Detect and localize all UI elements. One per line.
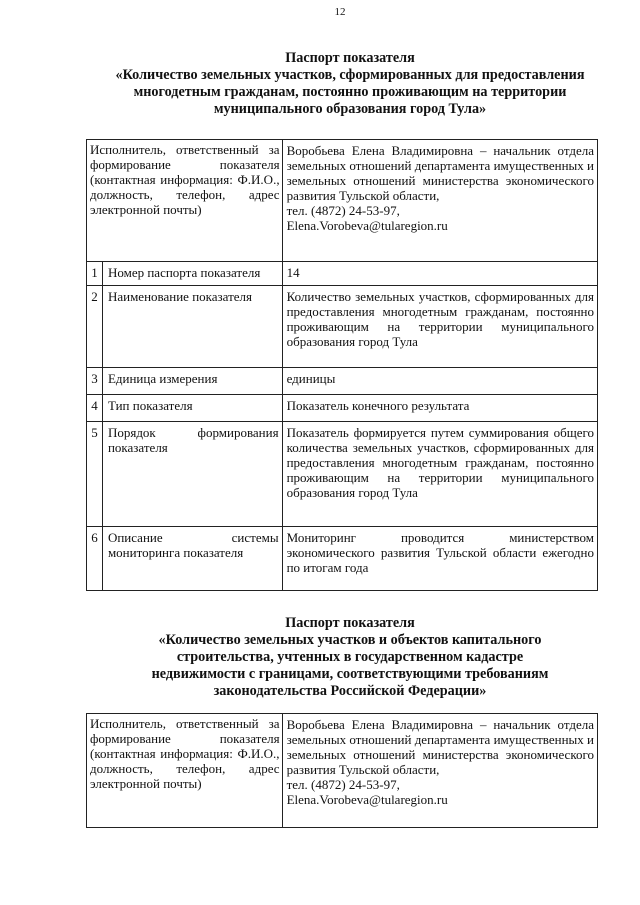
row-label: Описание системы мониторинга показателя <box>102 527 282 591</box>
page-number: 12 <box>334 6 346 18</box>
table-row <box>87 527 598 591</box>
passport1-table <box>86 139 598 591</box>
table-row <box>87 368 598 395</box>
executor-phone: тел. (4872) 24-53-97, <box>286 777 400 792</box>
executor-row <box>87 140 598 262</box>
row-number: 2 <box>87 286 103 368</box>
row-label: Наименование показателя <box>102 286 282 368</box>
passport2-title-line: строительства, учтенных в государственном кадастре <box>176 649 524 665</box>
row-label: Тип показателя <box>102 395 282 422</box>
row-value: единицы <box>282 368 597 395</box>
passport1-title-line: «Количество земельных участков, сформированных для предоставления <box>115 67 585 83</box>
passport1-heading <box>60 50 640 118</box>
passport1-title-line: муниципального образования город Тула» <box>213 101 487 117</box>
passport2-heading <box>60 615 640 700</box>
executor-email: Elena.Vorobeva@tularegion.ru <box>286 218 448 233</box>
passport2-title-line: Паспорт показателя <box>285 615 415 631</box>
table-row <box>87 395 598 422</box>
row-value: Показатель конечного результата <box>282 395 597 422</box>
row-number: 3 <box>87 368 103 395</box>
executor-value-cell <box>282 714 597 828</box>
passport2-title-line: законодательства Российской Федерации» <box>213 683 487 699</box>
passport1-title-line: многодетным гражданам, постоянно проживающим на территории <box>133 84 567 100</box>
row-label: Порядок формирования показателя <box>102 422 282 527</box>
executor-value: Воробьева Елена Владимировна – начальник отдела земельных отношений департамента имущественных и земельных отношений министерства экономического развития Тульской области, <box>286 717 594 777</box>
executor-email: Elena.Vorobeva@tularegion.ru <box>286 792 448 807</box>
executor-value: Воробьева Елена Владимировна – начальник отдела земельных отношений департамента имущественных и земельных отношений министерства экономического развития Тульской области, <box>286 143 594 203</box>
executor-value-cell <box>282 140 597 262</box>
passport1-title-line: Паспорт показателя <box>285 50 415 66</box>
row-label: Номер паспорта показателя <box>102 262 282 286</box>
row-number: 1 <box>87 262 103 286</box>
row-number: 5 <box>87 422 103 527</box>
row-value: Мониторинг проводится министерством экономического развития Тульской области ежегодно по итогам года <box>282 527 597 591</box>
executor-phone: тел. (4872) 24-53-97, <box>286 203 400 218</box>
passport2-table <box>86 713 598 828</box>
row-number: 4 <box>87 395 103 422</box>
row-value: Количество земельных участков, сформированных для предоставления многодетным гражданам, постоянно проживающим на территории муниципального образования город Тула <box>282 286 597 368</box>
row-label: Единица измерения <box>102 368 282 395</box>
table-row <box>87 422 598 527</box>
row-value: 14 <box>282 262 597 286</box>
executor-row <box>87 714 598 828</box>
table-row <box>87 262 598 286</box>
passport2-title-line: «Количество земельных участков и объектов капитального <box>158 632 542 648</box>
row-value: Показатель формируется путем суммирования общего количества земельных участков, сформированных для предоставления многодетным гражданам, постоянно проживающим на территории муниципального образования город Тула <box>282 422 597 527</box>
row-number: 6 <box>87 527 103 591</box>
passport2-title-line: недвижимости с границами, соответствующими требованиям <box>151 666 549 682</box>
table-row <box>87 286 598 368</box>
executor-label: Исполнитель, ответственный за формирование показателя (контактная информация: Ф.И.О., должность, телефон, адрес электронной почты) <box>87 140 283 262</box>
executor-label: Исполнитель, ответственный за формирование показателя (контактная информация: Ф.И.О., должность, телефон, адрес электронной почты) <box>87 714 283 828</box>
